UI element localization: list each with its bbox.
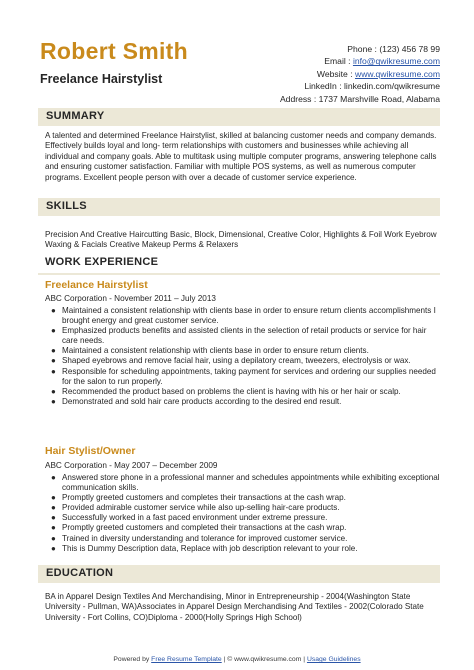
email-label: Email : [324,56,353,67]
contact-block [280,43,440,105]
website-label: Website : [316,68,355,79]
bullet-icon: ● [51,386,56,396]
bullet-icon: ● [51,503,56,513]
list-item: ● Shaped eyebrows and remove facial hair, using a depilatory cream, tweezers, electrolysis or wax. [51,356,411,366]
experience-heading: WORK EXPERIENCE [45,256,159,268]
phone-label: Phone : [347,44,380,54]
contact-phone [280,43,440,55]
list-item: ● Emphasized products benefits and assisted clients in the selection of retail products or service for hair care needs. [51,326,427,346]
skills-heading: SKILLS [46,200,87,212]
phone-value: (123) 456 78 99 [379,44,440,54]
education-heading: EDUCATION [46,567,114,579]
contact-address [280,93,440,105]
list-item: ● Promptly greeted customers and completed their transactions at the cash wrap. [51,523,347,533]
summary-heading-bar [38,108,440,126]
bullet-icon: ● [51,366,56,376]
footer-prefix: Powered by [113,656,152,663]
job-title: Hair Stylist/Owner [45,445,136,457]
list-item: ● Maintained a consistent relationship with clients base in order to ensure return clients accomplishments I brought energy and great customer service. [51,306,436,326]
bullet-icon: ● [51,326,56,336]
bullet-icon: ● [51,543,56,553]
email-link[interactable]: info@qwikresume.com [352,56,440,67]
job-bullets [45,306,441,407]
contact-linkedin [280,80,440,92]
website-link[interactable]: www.qwikresume.com [354,68,440,79]
job-company-dates: ABC Corporation - November 2011 – July 2013 [45,294,216,303]
skills-text: Precision And Creative Haircutting Basic, Block, Dimensional, Creative Color, Highlights & Foil Work Eyebrow Waxing & Facials Creative Makeup Perms & Relaxers [45,230,437,250]
education-heading-bar [38,565,440,583]
bullet-icon: ● [51,306,56,315]
candidate-name: Robert Smith [40,38,188,64]
candidate-title: Freelance Hairstylist [40,72,163,86]
linkedin-value: linkedin.com/qwikresume [344,81,440,92]
summary-heading: SUMMARY [46,110,105,122]
address-label: Address : [279,93,319,104]
bullet-icon: ● [51,523,56,533]
list-item: ● Promptly greeted customers and completes their transactions at the cash wrap. [51,493,346,503]
list-item: ● Recommended the product based on problems the client is having with his or her hair or scalp. [51,386,401,396]
footer-site: © www.qwikresume.com [227,656,302,663]
job-bullets [45,473,441,554]
contact-email [280,55,440,67]
footer-separator: | [221,656,228,663]
bullet-icon: ● [51,346,56,356]
bullet-icon: ● [51,356,56,366]
bullet-icon: ● [51,533,56,543]
footer-separator: | [301,656,307,663]
list-item: ● Trained in diversity understanding and tolerance for improved customer service. [51,533,348,543]
bullet-icon: ● [51,396,56,406]
job-title: Freelance Hairstylist [45,279,148,291]
footer [0,656,474,663]
bullet-icon: ● [51,493,56,503]
free-resume-template-link[interactable]: Free Resume Template [151,656,222,663]
list-item: ● Responsible for scheduling appointments, taking payment for services and ordering our supplies needed for the salon to run properly. [51,366,436,386]
linkedin-label: LinkedIn : [304,81,344,92]
skills-heading-bar [38,198,440,216]
bullet-icon: ● [51,513,56,523]
list-item: ● Answered store phone in a professional manner and schedules appointments while exhibiting exceptional communication skills. [51,473,440,493]
summary-text: A talented and determined Freelance Hairstylist, skilled at balancing customer needs and company demands. Effectively builds loyal and long- term relationships with customers and businesses while achieving all individual and company goals. Able to multitask using multiple computer programs, answering telephone calls and ensuring customer satisfaction. Familiar with multiple POS systems, as well as numerous computer programs. Excellent people person with over a decade of customer service experience. [45,131,437,182]
experience-heading-bar [38,255,440,275]
list-item: ● Successfully worked in a fast paced environment under extreme pressure. [51,513,328,523]
list-item: ● Demonstrated and sold hair care products according to the desired end result. [51,396,342,406]
job-company-dates: ABC Corporation - May 2007 – December 2009 [45,461,218,470]
list-item: ● This is Dummy Description data, Replace with job description relevant to your role. [51,543,358,553]
usage-guidelines-link[interactable]: Usage Guidelines [306,656,361,663]
bullet-icon: ● [51,473,56,482]
address-value: 1737 Marshville Road, Alabama [318,93,440,104]
contact-website [280,68,440,80]
list-item: ● Provided admirable customer service while also up-selling hair-care products. [51,503,340,513]
list-item: ● Maintained a consistent relationship with clients base in order to ensure return clients. [51,346,369,356]
education-text: BA in Apparel Design Textiles And Merchandising, Minor in Entrepreneurship - 2004(Washington State University - Pullman, WA)Associates in Apparel Design Merchandising And Textiles - 2002(Colorado State University - Fort Collins, CO)Diploma - 2000(Holly Springs High School) [45,592,424,622]
